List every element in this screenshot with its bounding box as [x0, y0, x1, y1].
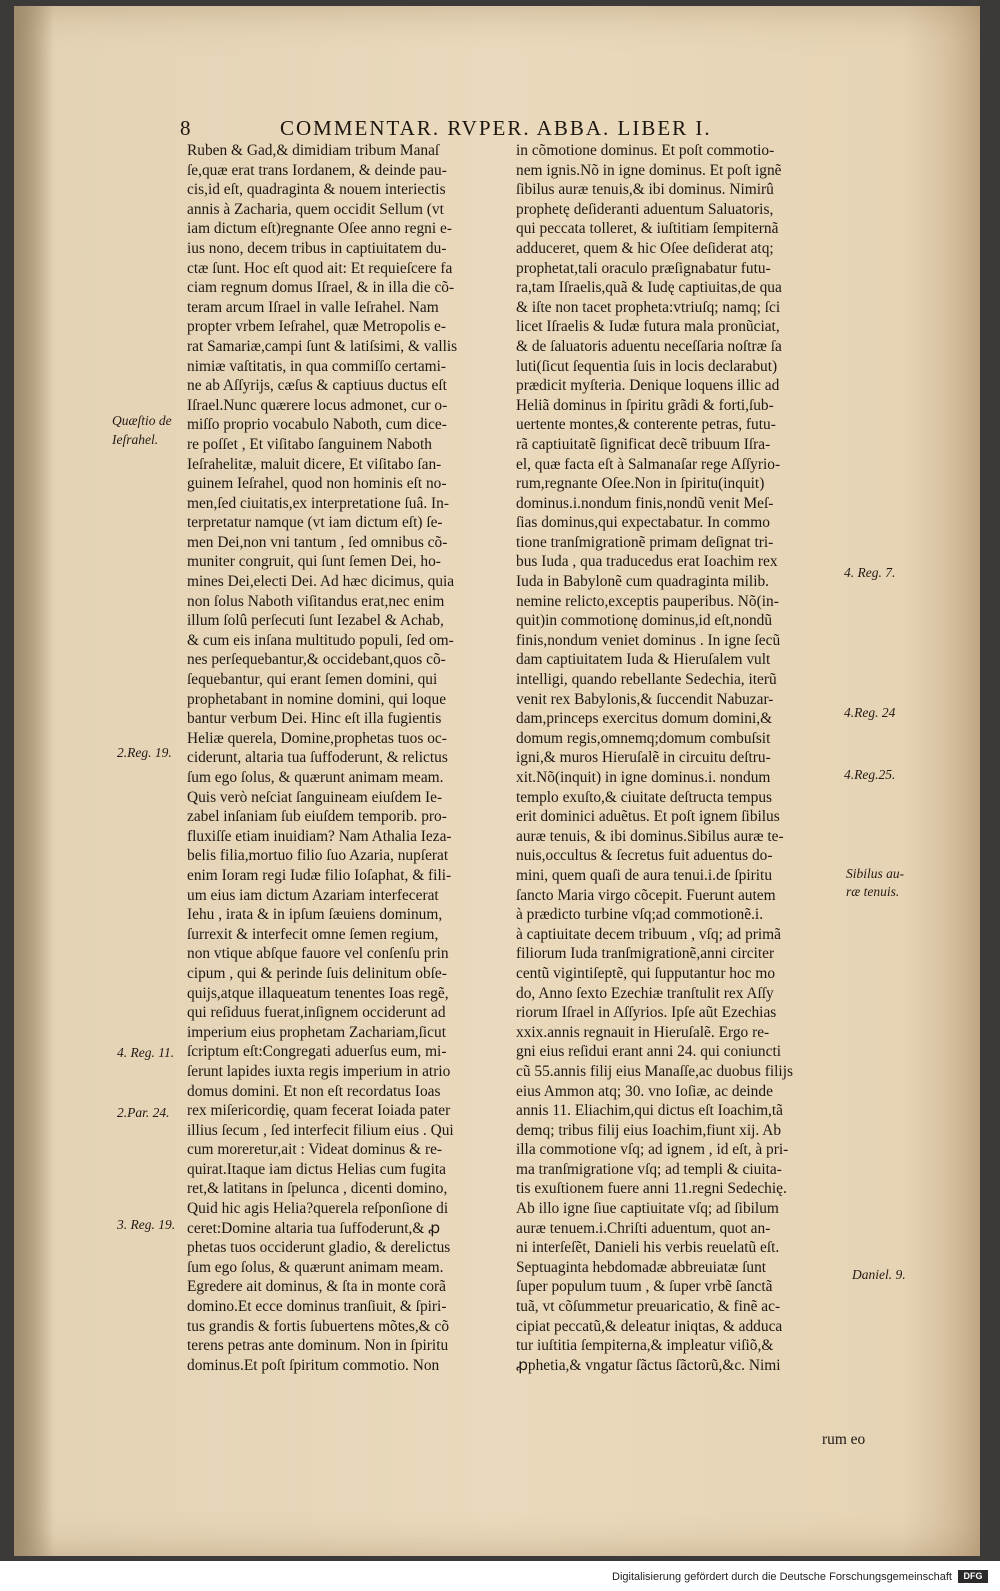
text-line: illa commotione vſq; ad ignem , id eſt, à pri- [516, 1141, 789, 1159]
text-line: propter vrbem Ieſrahel, quæ Metropolis e- [187, 318, 446, 336]
text-line: Heliæ querela, Domine,prophetas tuos oc- [187, 729, 447, 747]
text-line: tus grandis & fortis ſubuertens mõtes,& cõ [187, 1317, 450, 1335]
digitization-footer [0, 1561, 1000, 1591]
margin-note-sibilus: Sibilus au- [846, 866, 905, 881]
text-line: ne ab Aſſyrijs, cæſus & captiuus ductus eſt [187, 377, 447, 395]
text-line: venit rex Babylonis,& ſuccendit Nabuzar- [516, 690, 774, 708]
margin-note-2par24: 2.Par. 24. [117, 1105, 170, 1120]
text-line: & iſte non tacet propheta:vtriuſq; namq; ſci [516, 298, 781, 316]
text-line: auræ tenuem.i.Chriſti aduentum, quot an- [516, 1219, 771, 1237]
text-line: non vtique abſque fauore vel conſenſu prin [187, 945, 449, 963]
dfg-logo: DFG [958, 1570, 988, 1583]
text-line: à prædicto turbine vſq;ad commotionẽ.i. [516, 906, 764, 924]
margin-note-4reg11: 4. Reg. 11. [117, 1045, 175, 1060]
text-line: men Dei,non vni tantum , ſed omnibus cõ- [187, 533, 448, 551]
text-line: ꝓphetia,& vngatur ſãctus ſãctorũ,&c. Nimi [516, 1356, 781, 1374]
text-line: iam dictum eſt)regnante Oſee anno regni e- [187, 220, 452, 238]
left-text-column [187, 141, 505, 1375]
text-line: belis filia,mortuo filio ſuo Azaria, nupſerat [187, 847, 449, 865]
text-line: ſerunt lapides iuxta regis imperium in atrio [187, 1062, 451, 1080]
text-line: qui peccata tolleret, & iuſtitiam ſempiternã [516, 220, 779, 238]
text-line: do, Anno ſexto Ezechiæ tranſtulit rex Aſſy [516, 984, 774, 1002]
text-line: dam captiuitatem Iuda & Hieruſalem vult [516, 651, 771, 669]
margin-note-2reg19: 2.Reg. 19. [117, 745, 172, 760]
text-line: Quis verò neſciat ſanguineam eiuſdem Ie- [187, 788, 443, 806]
text-line: illum ſolû perſecuti ſunt Iezabel & Achab, [187, 612, 444, 630]
text-line: ma tranſmigratione vſq; ad templi & ciuita- [516, 1160, 782, 1178]
text-line: ciderunt, altaria tua ſuffoderunt, & relictus [187, 749, 448, 767]
text-line: eius Ammon atq; 30. vno Ioſiæ, ac deinde [516, 1082, 773, 1100]
text-line: bantur verbum Dei. Hinc eſt illa fugientis [187, 710, 442, 728]
text-line: guinem Ieſrahel, quod non hominis eſt no- [187, 475, 447, 493]
text-line: intelligi, quando rebellante Sedechia, iterũ [516, 671, 777, 689]
text-line: annis à Zacharia, quem occidit Sellum (vt [187, 200, 444, 218]
text-line: ſancto Maria virgo cõcepit. Fuerunt autem [516, 886, 776, 904]
text-line: in cõmotione dominus. Et poſt commotio- [516, 142, 775, 159]
margin-note-4reg25: 4.Reg.25. [844, 767, 896, 782]
text-line: quit)in commotionę dominus,id eſt,nondũ [516, 612, 773, 630]
footer-credit: Digitalisierung gefördert durch die Deutsche Forschungsgemeinschaft [612, 1571, 952, 1583]
text-line: ceret:Domine altaria tua ſuffoderunt,& ꝓ [187, 1219, 441, 1237]
text-line: mines Dei,electi Dei. Ad hæc dicimus, quia [187, 573, 455, 591]
text-line: erit dominici aduẽtus. Et poſt ignem ſibilus [516, 808, 780, 826]
text-line: filiorum Iuda tranſmigrationẽ,anni circiter [516, 945, 775, 963]
text-line: demq; tribus filij eius Ioachim,fiunt xij. Ab [516, 1121, 782, 1139]
text-line: Ieſrahelitæ, maluit dicere, Et viſitabo ſan- [187, 455, 442, 473]
text-line: prædicit myſteria. Denique loquens illic ad [516, 377, 780, 395]
text-line: cipum , qui & perinde ſuis delinitum obſe- [187, 964, 447, 982]
text-line: ſias dominus,qui expectabatur. In commo [516, 514, 770, 532]
text-line: ſe,quæ erat trans Iordanem, & deinde pau- [187, 161, 447, 179]
text-line: templo exuſto,& ciuitate deſtructa tempus [516, 788, 773, 806]
text-line: men,ſed ciuitatis,ex interpretatione ſuâ. In- [187, 494, 449, 512]
page-spine-shadow [14, 6, 54, 1556]
text-line: gni eius reſidui erant anni 24. qui coniuncti [516, 1043, 781, 1061]
text-line: um eius iam dictum Azariam interfecerat [187, 886, 439, 904]
text-line: luti(ſicut ſequentia ſuis in locis declarabut) [516, 357, 778, 375]
page-number: 8 [180, 116, 191, 140]
text-line: phetas tuos occiderunt gladio, & derelictus [187, 1239, 451, 1257]
text-line: Ruben & Gad,& dimidiam tribum Manaſ [187, 142, 440, 159]
text-line: ſibilus auræ tenuis,& ibi dominus. Nimirû [516, 181, 774, 199]
text-line: Septuaginta hebdomadæ abbreuiatæ ſunt [516, 1258, 767, 1276]
text-line: tuã, vt cõſummetur preuaricatio, & finẽ ac- [516, 1298, 781, 1316]
text-line: tur iuſtitia ſempiterna,& impleatur viſiõ,& [516, 1337, 774, 1355]
text-line: ius nono, decem tribus in captiuitatem du- [187, 239, 447, 257]
text-line: cũ 55.annis filij eius Manaſſe,ac duobus filijs [516, 1062, 793, 1080]
text-line: xit.Nõ(inquit) in igne dominus.i. nondum [516, 769, 771, 786]
text-line: ret,& latitans in ſpelunca , dicenti domino, [187, 1180, 448, 1198]
text-line: re poſſet , Et viſitabo ſanguinem Naboth [187, 435, 432, 453]
running-title: COMMENTAR. RVPER. ABBA. LIBER I. [280, 116, 712, 140]
text-line: quijs,atque illaqueatum tenentes Ioas regẽ, [187, 984, 449, 1002]
text-line: rex miſericordię, quam fecerat Ioiada pater [187, 1102, 451, 1120]
text-line: domus domini. Et non eſt recordatus Ioas [187, 1082, 441, 1100]
text-line: tis exuſtionem fuere anni 11.regni Sedechię. [516, 1180, 787, 1198]
text-line: centũ vigintiſeptẽ, qui ſupputantur hoc mo [516, 964, 776, 982]
text-line: teram arcum Iſrael in valle Ieſrahel. Nam [187, 298, 439, 316]
text-line: prophetabant in nomine domini, qui loque [187, 690, 447, 708]
text-line: dominus.Et poſt ſpiritum commotio. Non [187, 1356, 440, 1374]
text-line: à captiuitate decem tribuum , vſq; ad primã [516, 925, 781, 943]
text-line: finis,nondum veniet dominus . In igne ſecũ [516, 631, 781, 649]
text-line: xxix.annis regnauit in Hieruſalẽ. Ergo re- [516, 1023, 770, 1041]
text-line: enim Ioram regi Iudæ filio Ioſaphat, & fili- [187, 866, 452, 884]
text-line: nuis,occultus & ſecretus fuit aduentus do- [516, 847, 773, 865]
text-line: cipiat peccatũ,& deleatur iniqtas, & adduca [516, 1317, 783, 1335]
text-line: ni interſeſẽt, Danieli his verbis reuelatũ eſt. [516, 1239, 780, 1257]
text-line: domum regis,omnemq;domum combuſsit [516, 729, 771, 747]
text-line: dominus.i.nondum finis,nondũ venit Meſ- [516, 494, 774, 512]
text-line: cum moreretur,ait : Videat dominus & re- [187, 1141, 443, 1159]
margin-note-4reg24: 4.Reg. 24 [844, 705, 896, 720]
text-line: muniter congruit, qui ſunt ſemen Dei, ho- [187, 553, 441, 571]
text-line: rã captiuitatẽ ſignificat decẽ tribuum Iſra- [516, 435, 771, 453]
margin-note-4reg7: 4. Reg. 7. [844, 565, 896, 580]
text-line: ſum ego ſolus, & quærunt animam meam. [187, 769, 444, 786]
text-line: ſurrexit & interfecit omne ſemen regium, [187, 925, 439, 943]
text-line: ſum ego ſolus, & quærunt animam meam. [187, 1258, 444, 1276]
text-line: ſequebantur, qui erant ſemen domini, qui [187, 671, 438, 689]
text-line: Iſrael.Nunc quærere locus admonet, cur o- [187, 396, 448, 414]
text-line: miſſo proprio vocabulo Naboth, cum dice- [187, 416, 447, 434]
text-line: Iehu , irata & in ipſum ſæuiens dominum, [187, 906, 443, 924]
text-line: nes perſequebantur,& occidebant,quos cõ- [187, 651, 446, 669]
text-line: ra,tam Iſraelis,quã & Iudę captiuitas,de qua [516, 279, 782, 297]
text-line: ciam regnum domus Iſrael, & in illa die cõ- [187, 279, 455, 297]
text-line: & de ſaluatoris aduentu neceſſaria noſtræ ſa [516, 337, 782, 355]
text-line: uertente montes,& conterente petras, futu- [516, 416, 776, 434]
text-line: nemine relicto,exceptis pauperibus. Nõ(in- [516, 592, 779, 610]
text-line: & cum eis inſana multitudo populi, ſed om- [187, 631, 454, 649]
text-line: nimiæ vaſtitatis, in qua commiſſo certami- [187, 357, 447, 375]
margin-note-rae-tenuis: ræ tenuis. [846, 884, 900, 899]
text-line: rum,regnante Oſee.Non in ſpiritu(inquit) [516, 475, 765, 493]
text-line: licet Iſraelis & Iudæ futura mala pronũciat, [516, 318, 780, 336]
text-line: imperium eius prophetam Zachariam,ſicut [187, 1023, 446, 1041]
text-line: Ab illo igne ſiue captiuitate vſq; ad ſibilum [516, 1200, 779, 1218]
text-line: ctæ ſunt. Hoc eſt quod ait: Et requieſcere fa [187, 259, 453, 277]
text-line: non ſolus Naboth viſitandus erat,nec enim [187, 592, 445, 610]
text-line: domino.Et ecce dominus tranſiuit, & ſpiri- [187, 1298, 447, 1316]
text-line: Egredere ait dominus, & ſta in monte corã [187, 1278, 446, 1296]
text-line: terens petras ante dominum. Non in ſpiritu [187, 1337, 449, 1355]
text-line: adduceret, quem & hic Oſee deſiderat atq; [516, 239, 774, 257]
text-line: fluxiſſe etiam inuidiam? Nam Athalia Ieza- [187, 827, 452, 845]
text-line: zabel inſaniam ſub eiuſdem temporib. pro- [187, 808, 447, 826]
text-line: quirat.Itaque iam dictus Helias cum fugita [187, 1160, 446, 1178]
right-text-column [516, 141, 848, 1375]
text-line: qui reſiduus fuerat,inſignem occiderunt ad [187, 1004, 446, 1022]
text-line: cis,id eſt, quadraginta & nouem interiectis [187, 181, 446, 199]
text-line: rat Samariæ,campi ſunt & latiſsimi, & vallis [187, 337, 458, 355]
text-line: Quid hic agis Helia?querela reſponſione di [187, 1200, 449, 1218]
margin-note-quaestio: Quæſtio de [112, 413, 172, 428]
text-line: annis 11. Eliachim,qui dictus eſt Ioachim,tã [516, 1102, 783, 1120]
text-line: igni,& muros Hieruſalẽ in circuitu deſtru- [516, 749, 771, 767]
text-line: Heliã dominus in ſpiritu grãdi & forti,ſub- [516, 396, 774, 414]
text-line: ſuper populum tuum , & ſuper vrbẽ ſanctã [516, 1278, 773, 1296]
text-line: ſcriptum eſt:Congregati aduerſus eum, mi- [187, 1043, 447, 1061]
text-line: el, quæ facta eſt à Salmanaſar rege Aſſyrio- [516, 455, 781, 473]
margin-note-daniel9: Daniel. 9. [852, 1267, 906, 1282]
text-line: riorum Iſrael in Aſſyrios. Ipſe aũt Ezechias [516, 1004, 777, 1022]
text-line: bus Iuda , qua traducedus erat Ioachim rex [516, 553, 778, 571]
text-line: illius ſecum , ſed interfecit filium eius . Qui [187, 1121, 454, 1139]
text-line: auræ tenuis, & ibi dominus.Sibilus auræ te- [516, 827, 784, 845]
text-line: dam,princeps exercitus domum domini,& [516, 710, 773, 728]
text-line: mini, quem quaſi de aura tenui.i.de ſpiritu [516, 866, 773, 884]
margin-note-iesrahel: Ieſrahel. [112, 432, 159, 447]
margin-note-3reg19: 3. Reg. 19. [117, 1217, 176, 1232]
text-line: Iuda in Babylonẽ cum quadraginta milib. [516, 573, 770, 591]
text-line: terpretatur namque (vt iam dictum eſt) ſe- [187, 514, 443, 532]
text-line: nem ignis.Nõ in igne dominus. Et poſt ignẽ [516, 161, 782, 179]
text-line: prophetat,tali oraculo præſignabatur futu- [516, 259, 771, 277]
catchword: rum eo [822, 1431, 866, 1448]
text-line: prophetę deſideranti aduentum Saluatoris, [516, 200, 774, 218]
text-line: tione tranſmigrationẽ primam deſignat tri- [516, 533, 774, 551]
